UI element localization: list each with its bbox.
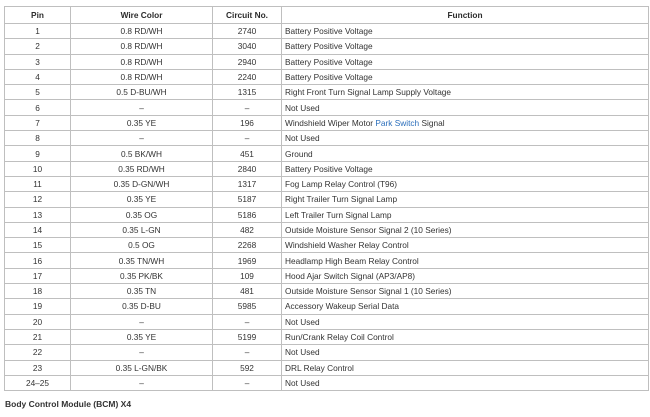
table-row bbox=[5, 100, 649, 115]
table-row bbox=[5, 268, 649, 283]
table-row bbox=[5, 360, 649, 375]
function-cell: Accessory Wakeup Serial Data bbox=[282, 299, 649, 314]
wire-color-cell: 0.35 RD/WH bbox=[71, 161, 213, 176]
wire-color-cell: 0.35 YE bbox=[71, 329, 213, 344]
function-cell: Windshield Washer Relay Control bbox=[282, 238, 649, 253]
pinout-table bbox=[4, 6, 649, 391]
table-row bbox=[5, 85, 649, 100]
function-cell: Hood Ajar Switch Signal (AP3/AP8) bbox=[282, 268, 649, 283]
header-row bbox=[5, 7, 649, 24]
table-caption: Body Control Module (BCM) X4 bbox=[5, 399, 132, 409]
function-cell: Not Used bbox=[282, 314, 649, 329]
circuit-cell: – bbox=[213, 131, 282, 146]
table-row bbox=[5, 375, 649, 390]
circuit-cell: 5199 bbox=[213, 329, 282, 344]
circuit-cell: 2840 bbox=[213, 161, 282, 176]
table-row bbox=[5, 329, 649, 344]
function-cell: Run/Crank Relay Coil Control bbox=[282, 329, 649, 344]
wire-color-cell: 0.35 YE bbox=[71, 115, 213, 130]
wire-color-cell: 0.35 D-GN/WH bbox=[71, 176, 213, 191]
circuit-cell: 481 bbox=[213, 284, 282, 299]
function-cell: Right Front Turn Signal Lamp Supply Voltage bbox=[282, 85, 649, 100]
table-row bbox=[5, 345, 649, 360]
function-cell: Not Used bbox=[282, 100, 649, 115]
function-cell: Ground bbox=[282, 146, 649, 161]
pin-cell: 4 bbox=[5, 69, 71, 84]
pin-cell: 18 bbox=[5, 284, 71, 299]
circuit-cell: 451 bbox=[213, 146, 282, 161]
wire-color-cell: 0.35 TN/WH bbox=[71, 253, 213, 268]
function-cell: Battery Positive Voltage bbox=[282, 24, 649, 39]
pin-cell: 8 bbox=[5, 131, 71, 146]
circuit-cell: 592 bbox=[213, 360, 282, 375]
header-circuit-no: Circuit No. bbox=[213, 7, 282, 24]
table-row bbox=[5, 238, 649, 253]
function-cell bbox=[282, 115, 649, 130]
function-cell: Not Used bbox=[282, 375, 649, 390]
wire-color-cell: 0.8 RD/WH bbox=[71, 24, 213, 39]
function-cell: Fog Lamp Relay Control (T96) bbox=[282, 176, 649, 191]
pin-cell: 14 bbox=[5, 222, 71, 237]
table-row bbox=[5, 131, 649, 146]
header-pin: Pin bbox=[5, 7, 71, 24]
header-function: Function bbox=[282, 7, 649, 24]
pin-cell: 23 bbox=[5, 360, 71, 375]
wire-color-cell: 0.8 RD/WH bbox=[71, 54, 213, 69]
circuit-cell: 109 bbox=[213, 268, 282, 283]
function-cell: Not Used bbox=[282, 131, 649, 146]
wire-color-cell: 0.35 L-GN/BK bbox=[71, 360, 213, 375]
wire-color-cell: 0.35 TN bbox=[71, 284, 213, 299]
circuit-cell: 2240 bbox=[213, 69, 282, 84]
wire-color-cell: – bbox=[71, 100, 213, 115]
pin-cell: 13 bbox=[5, 207, 71, 222]
pin-cell: 7 bbox=[5, 115, 71, 130]
wire-color-cell: 0.8 RD/WH bbox=[71, 69, 213, 84]
wire-color-cell: – bbox=[71, 314, 213, 329]
pin-cell: 9 bbox=[5, 146, 71, 161]
table-row bbox=[5, 207, 649, 222]
table-body bbox=[5, 24, 649, 391]
circuit-cell: 1969 bbox=[213, 253, 282, 268]
park-switch-link[interactable]: Park Switch bbox=[375, 117, 420, 128]
circuit-cell: 3040 bbox=[213, 39, 282, 54]
pin-cell: 6 bbox=[5, 100, 71, 115]
table-row bbox=[5, 146, 649, 161]
pin-cell: 16 bbox=[5, 253, 71, 268]
wire-color-cell: 0.35 L-GN bbox=[71, 222, 213, 237]
function-cell: Battery Positive Voltage bbox=[282, 54, 649, 69]
table-row bbox=[5, 69, 649, 84]
table-row bbox=[5, 24, 649, 39]
circuit-cell: 1315 bbox=[213, 85, 282, 100]
pin-cell: 2 bbox=[5, 39, 71, 54]
wire-color-cell: 0.35 D-BU bbox=[71, 299, 213, 314]
table-row bbox=[5, 299, 649, 314]
pin-cell: 24–25 bbox=[5, 375, 71, 390]
pin-cell: 10 bbox=[5, 161, 71, 176]
function-cell: Headlamp High Beam Relay Control bbox=[282, 253, 649, 268]
pin-cell: 21 bbox=[5, 329, 71, 344]
table-row bbox=[5, 253, 649, 268]
function-text: Windshield Wiper Motor bbox=[285, 117, 376, 128]
wire-color-cell: 0.35 PK/BK bbox=[71, 268, 213, 283]
function-cell: Outside Moisture Sensor Signal 1 (10 Series) bbox=[282, 284, 649, 299]
wire-color-cell: – bbox=[71, 131, 213, 146]
function-cell: Outside Moisture Sensor Signal 2 (10 Series) bbox=[282, 222, 649, 237]
circuit-cell: – bbox=[213, 345, 282, 360]
circuit-cell: 5186 bbox=[213, 207, 282, 222]
function-cell: Not Used bbox=[282, 345, 649, 360]
pin-cell: 1 bbox=[5, 24, 71, 39]
table-row bbox=[5, 284, 649, 299]
function-cell: Battery Positive Voltage bbox=[282, 161, 649, 176]
table-row bbox=[5, 222, 649, 237]
pin-cell: 17 bbox=[5, 268, 71, 283]
circuit-cell: 5187 bbox=[213, 192, 282, 207]
pin-cell: 22 bbox=[5, 345, 71, 360]
pin-cell: 15 bbox=[5, 238, 71, 253]
circuit-cell: – bbox=[213, 100, 282, 115]
function-cell: Left Trailer Turn Signal Lamp bbox=[282, 207, 649, 222]
function-cell: Right Trailer Turn Signal Lamp bbox=[282, 192, 649, 207]
pin-cell: 12 bbox=[5, 192, 71, 207]
function-cell: Battery Positive Voltage bbox=[282, 69, 649, 84]
table-row bbox=[5, 161, 649, 176]
circuit-cell: – bbox=[213, 375, 282, 390]
wire-color-cell: 0.5 D-BU/WH bbox=[71, 85, 213, 100]
table-row bbox=[5, 176, 649, 191]
wire-color-cell: – bbox=[71, 345, 213, 360]
header-wire-color: Wire Color bbox=[71, 7, 213, 24]
circuit-cell: 196 bbox=[213, 115, 282, 130]
wire-color-cell: 0.5 OG bbox=[71, 238, 213, 253]
wire-color-cell: 0.35 OG bbox=[71, 207, 213, 222]
circuit-cell: 2268 bbox=[213, 238, 282, 253]
wire-color-cell: 0.35 YE bbox=[71, 192, 213, 207]
table-row bbox=[5, 39, 649, 54]
table-row bbox=[5, 54, 649, 69]
pin-cell: 3 bbox=[5, 54, 71, 69]
table-row bbox=[5, 314, 649, 329]
wire-color-cell: 0.8 RD/WH bbox=[71, 39, 213, 54]
circuit-cell: 1317 bbox=[213, 176, 282, 191]
pin-cell: 5 bbox=[5, 85, 71, 100]
circuit-cell: 2740 bbox=[213, 24, 282, 39]
circuit-cell: 2940 bbox=[213, 54, 282, 69]
circuit-cell: 5985 bbox=[213, 299, 282, 314]
wire-color-cell: 0.5 BK/WH bbox=[71, 146, 213, 161]
table-row bbox=[5, 192, 649, 207]
function-text-suffix: Signal bbox=[419, 117, 445, 128]
circuit-cell: – bbox=[213, 314, 282, 329]
pin-cell: 11 bbox=[5, 176, 71, 191]
circuit-cell: 482 bbox=[213, 222, 282, 237]
table-row bbox=[5, 115, 649, 130]
function-cell: DRL Relay Control bbox=[282, 360, 649, 375]
function-cell: Battery Positive Voltage bbox=[282, 39, 649, 54]
pin-cell: 20 bbox=[5, 314, 71, 329]
wire-color-cell: – bbox=[71, 375, 213, 390]
pin-cell: 19 bbox=[5, 299, 71, 314]
